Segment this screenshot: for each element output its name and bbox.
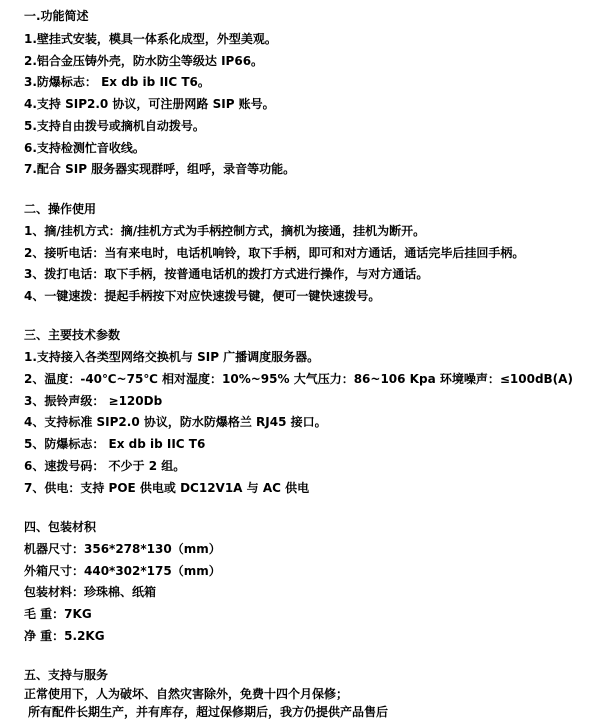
section-1-line-3: 3.防爆标志： Ex db ib IIC T6。 bbox=[24, 75, 210, 89]
section-1-line-1: 1.壁挂式安装，模具一体系化成型，外型美观。 bbox=[24, 32, 277, 46]
section-2-line-3: 3、拨打电话：取下手柄，按普通电话机的拨打方式进行操作，与对方通话。 bbox=[24, 267, 429, 281]
section-5-heading: 五、支持与服务 bbox=[24, 668, 109, 682]
section-5-line-1: 正常使用下，人为破坏、自然灾害除外，免费十四个月保修； bbox=[24, 687, 349, 701]
section-3-line-1: 1.支持接入各类型网络交换机与 SIP 广播调度服务器。 bbox=[24, 350, 320, 364]
section-1-line-4: 4.支持 SIP2.0 协议，可注册网路 SIP 账号。 bbox=[24, 97, 275, 111]
section-4-line-2: 外箱尺寸：440*302*175（mm） bbox=[24, 564, 221, 578]
section-4-line-4: 毛 重：7KG bbox=[24, 607, 92, 621]
section-3-line-7: 7、供电：支持 POE 供电或 DC12V1A 与 AC 供电 bbox=[24, 481, 310, 495]
section-1-line-5: 5.支持自由拨号或摘机自动拨号。 bbox=[24, 119, 205, 133]
section-3-line-6: 6、速拨号码： 不少于 2 组。 bbox=[24, 459, 186, 473]
section-2-line-2: 2、接听电话：当有来电时，电话机响铃，取下手柄，即可和对方通话，通话完毕后挂回手柄。 bbox=[24, 246, 525, 260]
section-2-line-1: 1、摘/挂机方式：摘/挂机方式为手柄控制方式，摘机为接通，挂机为断开。 bbox=[24, 224, 426, 238]
section-2-heading: 二、操作使用 bbox=[24, 202, 97, 216]
section-1-line-7: 7.配合 SIP 服务器实现群呼，组呼，录音等功能。 bbox=[24, 162, 296, 176]
section-4-heading: 四、包装材积 bbox=[24, 520, 97, 534]
section-1-line-6: 6.支持检测忙音收线。 bbox=[24, 141, 145, 155]
section-3-line-4: 4、支持标准 SIP2.0 协议，防水防爆格兰 RJ45 接口。 bbox=[24, 415, 327, 429]
section-2-line-4: 4、一键速拨：提起手柄按下对应快速拨号键，便可一键快速拨号。 bbox=[24, 289, 381, 303]
section-3-line-5: 5、防爆标志： Ex db ib IIC T6 bbox=[24, 437, 206, 451]
section-3-line-2: 2、温度：-40℃~75℃ 相对湿度：10%~95% 大气压力：86~106 Kpa 环境噪声：≤100dB(A) bbox=[24, 372, 573, 386]
section-4-line-1: 机器尺寸：356*278*130（mm） bbox=[24, 542, 221, 556]
section-4-line-5: 净 重：5.2KG bbox=[24, 629, 105, 643]
section-3-line-3: 3、振铃声级： ≥120Db bbox=[24, 394, 163, 408]
section-3-heading: 三、主要技术参数 bbox=[24, 328, 121, 342]
section-4-line-3: 包装材料：珍珠棉、纸箱 bbox=[24, 585, 157, 599]
section-1-heading: 一.功能简述 bbox=[24, 9, 89, 23]
section-1-line-2: 2.铝合金压铸外壳，防水防尘等级达 IP66。 bbox=[24, 54, 264, 68]
section-5-line-2: 所有配件长期生产，并有库存，超过保修期后，我方仍提供产品售后 bbox=[28, 705, 389, 719]
